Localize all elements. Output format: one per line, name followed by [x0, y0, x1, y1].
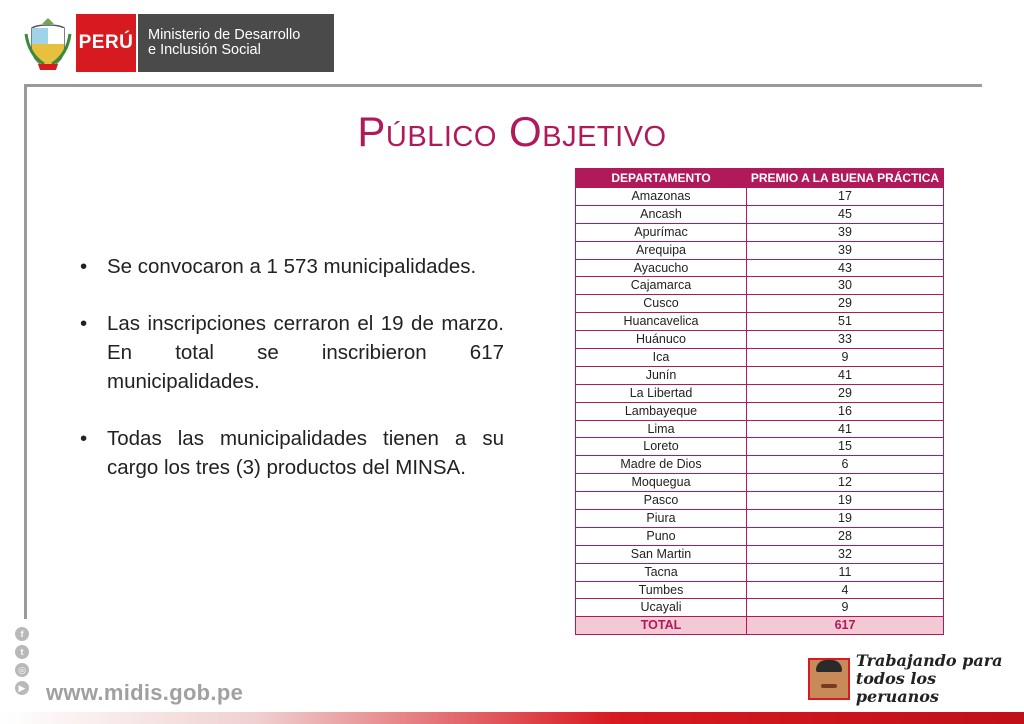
cell-premio: 29 — [747, 295, 944, 313]
cell-premio: 39 — [747, 223, 944, 241]
table-row — [576, 492, 944, 510]
cell-departamento: Amazonas — [576, 188, 747, 206]
table-total-row — [576, 617, 944, 635]
portrait-icon — [808, 658, 850, 700]
youtube-icon[interactable]: ▶ — [15, 681, 29, 695]
cell-departamento: Puno — [576, 527, 747, 545]
table-row — [576, 402, 944, 420]
total-label: TOTAL — [576, 617, 747, 635]
bullet-dot-icon: • — [80, 312, 88, 335]
cell-premio: 39 — [747, 241, 944, 259]
cell-departamento: Arequipa — [576, 241, 747, 259]
cell-premio: 51 — [747, 313, 944, 331]
bullet-list — [80, 252, 504, 510]
cell-departamento: Tacna — [576, 563, 747, 581]
cell-departamento: Cajamarca — [576, 277, 747, 295]
cell-departamento: Huánuco — [576, 331, 747, 349]
cell-premio: 29 — [747, 384, 944, 402]
slogan-line1: Trabajando para — [855, 651, 1003, 670]
cell-premio: 11 — [747, 563, 944, 581]
twitter-icon[interactable]: t — [15, 645, 29, 659]
bullet-text: Se convocaron a 1 573 municipalidades. — [107, 255, 477, 278]
ministry-name — [136, 14, 334, 72]
table-row — [576, 313, 944, 331]
table-row — [576, 277, 944, 295]
cell-departamento: Ucayali — [576, 599, 747, 617]
bullet-text: Las inscripciones cerraron el 19 de marzo. En total se inscribieron 617 municipalidades. — [107, 312, 504, 393]
table-row — [576, 205, 944, 223]
cell-departamento: Pasco — [576, 492, 747, 510]
frame-top-line — [24, 84, 982, 87]
cell-departamento: Moquegua — [576, 474, 747, 492]
table-row — [576, 474, 944, 492]
table-row — [576, 510, 944, 528]
bullet-text: Todas las municipalidades tienen a su cargo los tres (3) productos del MINSA. — [107, 427, 504, 479]
cell-departamento: Loreto — [576, 438, 747, 456]
social-icons — [15, 627, 29, 695]
bullet-dot-icon: • — [80, 427, 88, 450]
cell-premio: 4 — [747, 581, 944, 599]
country-label: PERÚ — [76, 14, 136, 72]
table-row — [576, 295, 944, 313]
table-row — [576, 527, 944, 545]
cell-premio: 41 — [747, 366, 944, 384]
website-url[interactable]: www.midis.gob.pe — [46, 680, 244, 705]
ministry-name-line1: Ministerio de Desarrollo — [148, 27, 301, 43]
slogan-line2: todos los peruanos — [855, 669, 939, 706]
cell-departamento: Huancavelica — [576, 313, 747, 331]
cell-departamento: Lambayeque — [576, 402, 747, 420]
cell-premio: 32 — [747, 545, 944, 563]
cell-premio: 6 — [747, 456, 944, 474]
ministry-logo — [24, 14, 334, 72]
table-row — [576, 545, 944, 563]
slogan-text — [856, 652, 1024, 706]
cell-premio: 33 — [747, 331, 944, 349]
cell-premio: 9 — [747, 349, 944, 367]
table-row — [576, 349, 944, 367]
frame-left-line — [24, 84, 27, 619]
bottom-color-bar — [0, 712, 1024, 724]
cell-departamento: Madre de Dios — [576, 456, 747, 474]
table-row — [576, 438, 944, 456]
instagram-icon[interactable]: ◎ — [15, 663, 29, 677]
cell-departamento: Ayacucho — [576, 259, 747, 277]
peru-coat-of-arms-icon — [24, 14, 72, 72]
page-title: Público Objetivo — [357, 108, 667, 155]
table-row — [576, 259, 944, 277]
table-row — [576, 384, 944, 402]
cell-departamento: Ancash — [576, 205, 747, 223]
table-header-row — [576, 169, 944, 188]
cell-departamento: Apurímac — [576, 223, 747, 241]
cell-premio: 45 — [747, 205, 944, 223]
facebook-icon[interactable]: f — [15, 627, 29, 641]
table-row — [576, 331, 944, 349]
cell-departamento: Junín — [576, 366, 747, 384]
cell-departamento: Cusco — [576, 295, 747, 313]
cell-premio: 19 — [747, 492, 944, 510]
cell-premio: 28 — [747, 527, 944, 545]
cell-departamento: Ica — [576, 349, 747, 367]
cell-premio: 9 — [747, 599, 944, 617]
column-header-departamento: DEPARTAMENTO — [576, 169, 747, 188]
cell-premio: 30 — [747, 277, 944, 295]
cell-premio: 43 — [747, 259, 944, 277]
ministry-name-line2: e Inclusión Social — [148, 42, 261, 58]
table-row — [576, 581, 944, 599]
bullet-item — [80, 424, 504, 482]
bullet-item — [80, 252, 504, 281]
table-row — [576, 223, 944, 241]
bullet-item — [80, 309, 504, 396]
cell-departamento: Tumbes — [576, 581, 747, 599]
table-row — [576, 241, 944, 259]
table-row — [576, 599, 944, 617]
cell-premio: 16 — [747, 402, 944, 420]
table-row — [576, 456, 944, 474]
table-row — [576, 366, 944, 384]
slogan-badge — [808, 652, 1024, 706]
cell-departamento: San Martin — [576, 545, 747, 563]
cell-premio: 12 — [747, 474, 944, 492]
cell-premio: 19 — [747, 510, 944, 528]
cell-premio: 15 — [747, 438, 944, 456]
table-row — [576, 563, 944, 581]
department-table — [575, 168, 944, 635]
table-row — [576, 188, 944, 206]
column-header-premio: PREMIO A LA BUENA PRÁCTICA — [747, 169, 944, 188]
table-row — [576, 420, 944, 438]
total-value: 617 — [747, 617, 944, 635]
cell-premio: 17 — [747, 188, 944, 206]
cell-departamento: La Libertad — [576, 384, 747, 402]
cell-premio: 41 — [747, 420, 944, 438]
bullet-dot-icon: • — [80, 255, 88, 278]
cell-departamento: Piura — [576, 510, 747, 528]
cell-departamento: Lima — [576, 420, 747, 438]
